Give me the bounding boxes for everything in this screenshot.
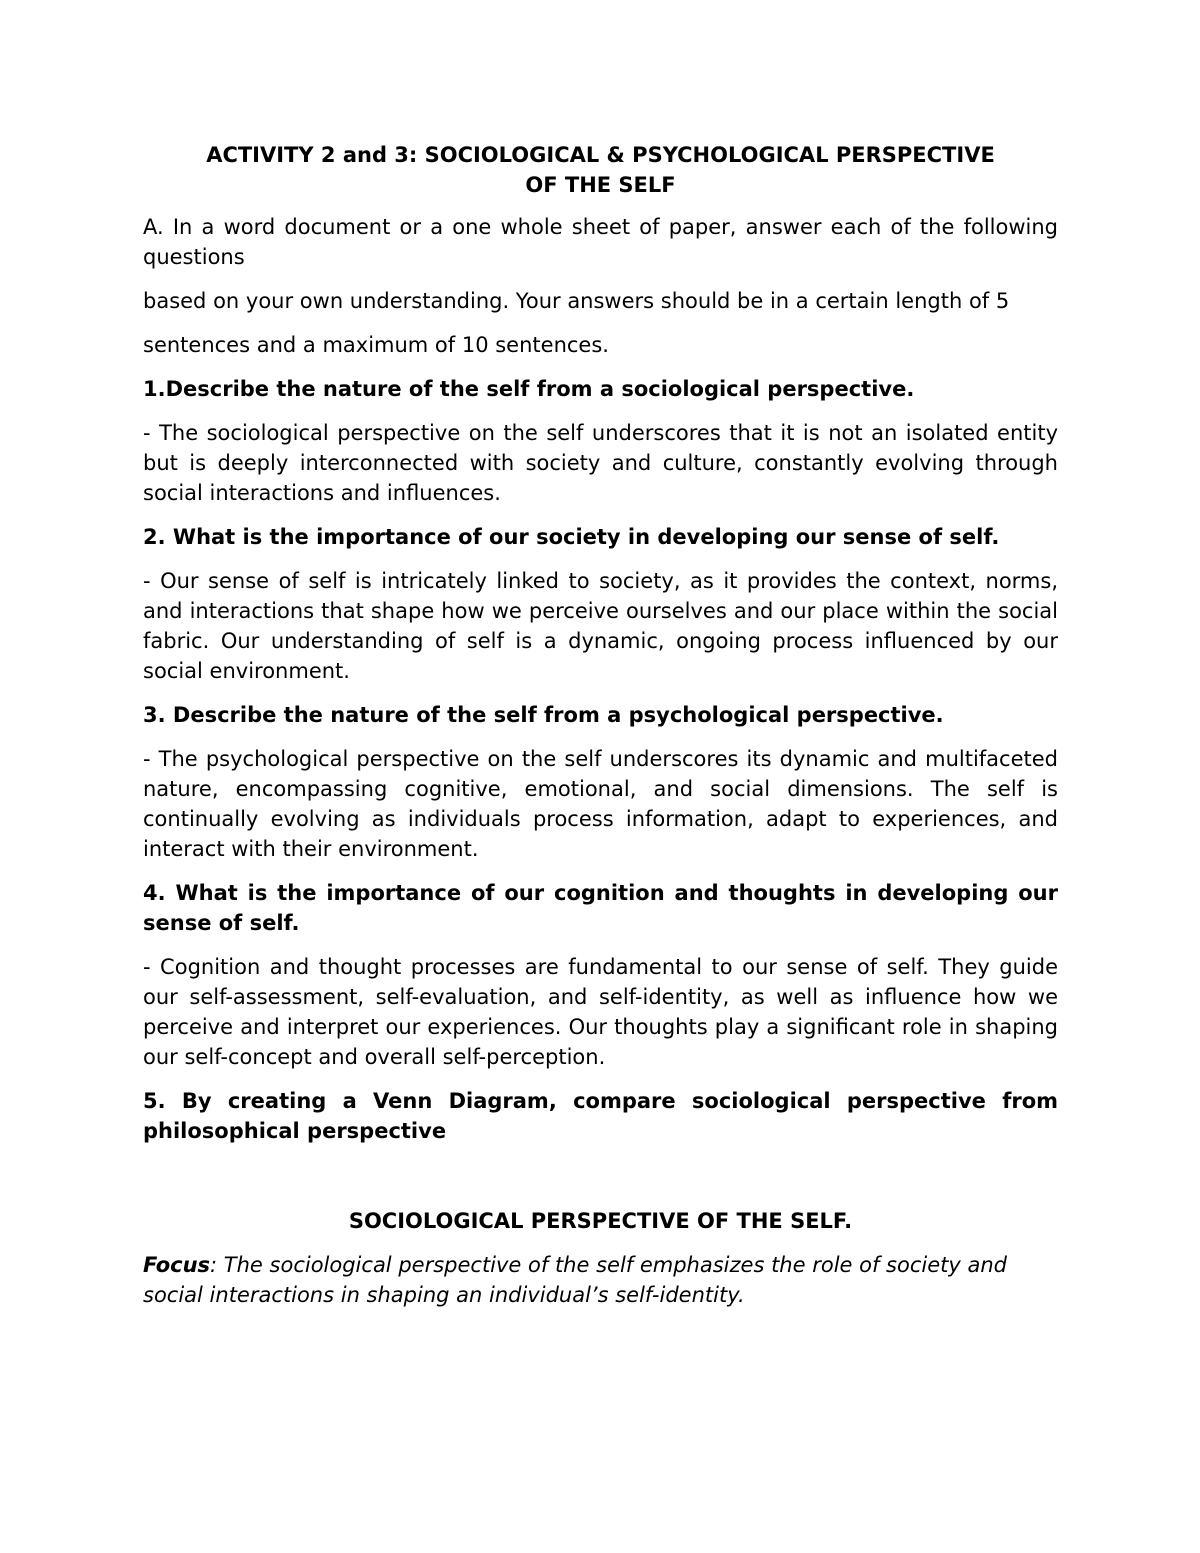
focus-label: Focus <box>143 1253 211 1277</box>
question-3: 3. Describe the nature of the self from a psychological perspective. <box>143 703 944 727</box>
document-title <box>143 140 1058 200</box>
focus-text: : The sociological perspective of the self emphasizes the role of society and social interactions in shaping an individual’s self-identity. <box>143 1253 1007 1307</box>
answer-3: - The psychological perspective on the self underscores its dynamic and multifaceted nature, encompassing cognitive, emotional, and social dimensions. The self is continually evolving as individuals process information, adapt to experiences, and interact with their environment. <box>143 747 1058 861</box>
instruction-paragraph-2: based on your own understanding. Your answers should be in a certain length of 5 <box>143 289 1010 313</box>
question-4: 4. What is the importance of our cognition and thoughts in developing our sense of self. <box>143 881 1058 935</box>
answer-1: - The sociological perspective on the self underscores that it is not an isolated entity but is deeply interconnected with society and culture, constantly evolving through social interactions and influences. <box>143 421 1058 505</box>
document-page <box>143 140 1058 1310</box>
title-line-2: OF THE SELF <box>525 173 676 197</box>
focus-paragraph <box>143 1250 1058 1310</box>
spacer <box>143 1160 1058 1206</box>
instruction-paragraph-3: sentences and a maximum of 10 sentences. <box>143 333 609 357</box>
answer-2: - Our sense of self is intricately linked to society, as it provides the context, norms, and interactions that shape how we perceive ourselves and our place within the social fabric. Our understanding of self is a dynamic, ongoing process influenced by our social environment. <box>143 569 1058 683</box>
question-5: 5. By creating a Venn Diagram, compare sociological perspective from philosophical perspective <box>143 1089 1058 1143</box>
answer-4: - Cognition and thought processes are fundamental to our sense of self. They guide our self-assessment, self-evaluation, and self-identity, as well as influence how we perceive and interpret our experiences. Our thoughts play a significant role in shaping our self-concept and overall self-perception. <box>143 955 1058 1069</box>
title-line-1: ACTIVITY 2 and 3: SOCIOLOGICAL & PSYCHOLOGICAL PERSPECTIVE <box>206 143 995 167</box>
instruction-paragraph-1: A. In a word document or a one whole sheet of paper, answer each of the following questions <box>143 215 1058 269</box>
section-heading: SOCIOLOGICAL PERSPECTIVE OF THE SELF. <box>348 1209 853 1233</box>
question-1: 1.Describe the nature of the self from a sociological perspective. <box>143 377 915 401</box>
question-2: 2. What is the importance of our society in developing our sense of self. <box>143 525 1000 549</box>
